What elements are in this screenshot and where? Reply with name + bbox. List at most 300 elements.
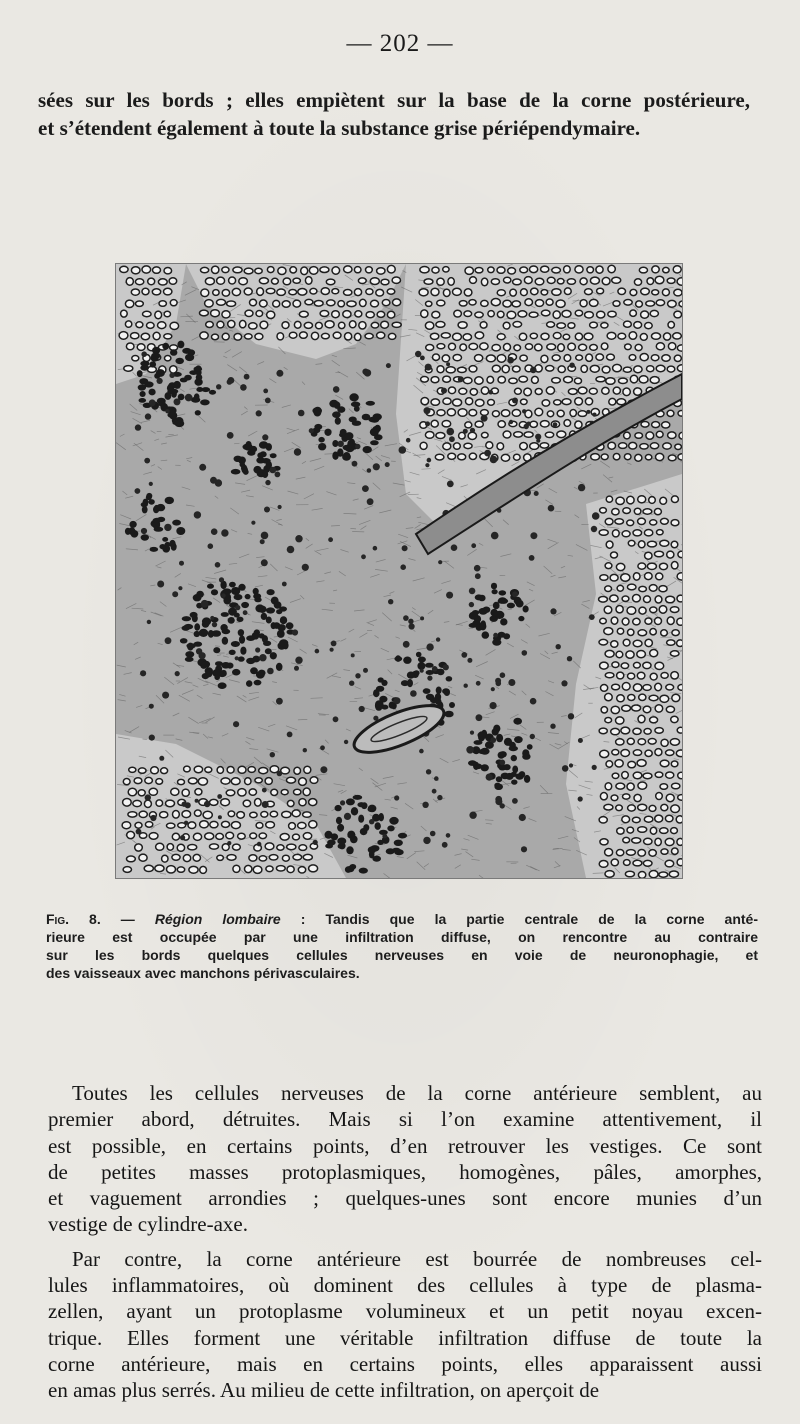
fiber-ring [128,788,136,796]
cell-nucleus [432,666,438,672]
cell-nucleus [171,543,177,551]
fiber-ring [381,279,389,285]
cell-nucleus [141,502,148,507]
cell-nucleus [385,462,390,467]
fiber-ring [298,289,307,296]
cell-nucleus [373,463,380,470]
cell-nucleus [194,393,200,400]
cell-nucleus [490,737,496,743]
fiber-ring [672,630,679,636]
cell-nucleus [196,374,203,381]
fiber-ring [231,822,240,829]
fiber-ring [656,300,664,306]
fiber-ring [132,356,139,361]
fiber-ring [530,443,539,450]
cell-nucleus [267,589,275,595]
fiber-ring [203,811,212,818]
fiber-ring [338,301,345,307]
fiber-ring [660,563,668,569]
cell-nucleus [347,866,355,872]
fiber-ring [616,805,623,811]
body-line: corne antérieure, mais en certains points, elles apparaissent aussi [48,1351,762,1376]
cell-nucleus [482,631,490,638]
fiber-ring [673,266,681,273]
cell-nucleus [240,384,247,391]
cell-nucleus [367,498,374,505]
fiber-ring [611,641,618,648]
cell-nucleus [444,711,453,718]
cell-nucleus [496,734,503,742]
cell-nucleus [165,409,169,413]
fiber-ring [667,278,675,283]
cell-nucleus [427,676,432,681]
fiber-ring [567,279,575,285]
fiber-ring [579,344,587,350]
fiber-ring [625,871,634,877]
fiber-ring [266,288,275,293]
fiber-ring [309,865,318,872]
fiber-ring [652,422,660,428]
fiber-ring [492,365,500,372]
cell-nucleus [447,428,455,436]
cell-nucleus [182,616,191,621]
fiber-ring [646,432,654,439]
cell-nucleus [244,374,250,380]
fiber-ring [677,618,682,625]
fiber-ring [245,865,252,872]
cell-nucleus [449,436,455,442]
fiber-ring [638,630,647,636]
fiber-ring [667,617,674,625]
fiber-ring [613,364,622,371]
fiber-ring [159,301,166,307]
fiber-ring [605,849,613,856]
cell-nucleus [432,789,437,794]
fiber-ring [616,783,625,789]
cell-nucleus [221,593,225,597]
fiber-ring [463,377,472,383]
cell-nucleus [567,656,572,661]
fiber-ring [138,768,146,773]
fiber-ring [607,354,615,360]
fiber-ring [151,767,159,774]
fiber-ring [458,409,467,417]
cell-nucleus [195,410,201,415]
fiber-ring [358,278,366,284]
fiber-ring [488,400,495,406]
fiber-ring [165,356,171,361]
fiber-ring [677,595,682,602]
fiber-ring [475,332,484,339]
fiber-ring [249,855,257,861]
fiber-ring [627,607,636,615]
cell-nucleus [512,398,518,404]
fiber-ring [628,761,636,767]
fiber-ring [497,443,504,450]
fiber-ring [556,300,565,307]
fiber-ring [171,788,179,795]
cell-nucleus [125,528,131,535]
cell-nucleus [157,378,163,384]
fiber-ring [327,300,335,306]
fiber-ring [596,354,604,360]
fiber-ring [679,432,682,439]
fiber-ring [256,311,263,317]
cell-nucleus [360,828,368,835]
fiber-ring [617,628,623,634]
fiber-ring [248,767,255,773]
caption-first-rest: : Tandis que la partie centrale de la corne anté- [280,911,759,927]
cell-nucleus [164,524,171,531]
cell-nucleus [420,356,425,361]
fiber-ring [221,778,230,784]
fiber-ring [616,717,624,724]
fiber-ring [649,695,658,700]
fiber-ring [607,332,616,339]
fiber-ring [674,355,681,361]
fiber-ring [293,834,300,840]
fiber-ring [619,443,627,449]
fiber-ring [486,442,493,449]
fiber-ring [442,421,451,427]
fiber-ring [200,310,209,316]
fiber-ring [136,301,144,306]
cell-nucleus [150,361,157,367]
fiber-ring [635,344,642,350]
fiber-ring [601,454,608,460]
fiber-ring [158,322,166,329]
fiber-ring [464,289,472,296]
cell-nucleus [212,622,217,627]
cell-nucleus [425,421,430,426]
fiber-ring [641,311,649,318]
fiber-ring [633,860,642,866]
cell-nucleus [258,670,266,677]
cell-nucleus [251,521,255,525]
cell-nucleus [507,357,514,364]
fiber-ring [240,320,246,327]
fiber-ring [557,279,564,284]
cell-nucleus [340,800,345,805]
cell-nucleus [446,592,453,599]
fiber-ring [535,408,543,415]
fiber-ring [514,454,521,460]
cell-nucleus [196,387,203,392]
fiber-ring [668,432,676,439]
fiber-ring [459,301,467,306]
cell-nucleus [167,384,174,392]
cell-nucleus [135,424,141,430]
fiber-ring [672,694,680,701]
cell-nucleus [346,798,355,805]
fiber-ring [497,267,505,273]
fiber-ring [469,410,477,416]
fiber-ring [387,289,395,294]
cell-nucleus [211,589,218,595]
cell-nucleus [294,448,301,455]
fiber-ring [169,278,177,284]
cell-nucleus [185,354,194,361]
fiber-ring [458,322,467,329]
cell-nucleus [243,610,248,615]
cell-nucleus [245,594,251,599]
fiber-ring [546,366,554,372]
cell-nucleus [351,807,358,815]
fiber-ring [671,541,678,548]
fiber-stroke [331,526,340,527]
cell-nucleus [287,546,295,554]
fiber-ring [509,378,517,383]
cell-nucleus [135,488,141,494]
fiber-ring [201,289,209,297]
cell-nucleus [264,507,270,513]
fiber-ring [645,573,653,580]
cell-nucleus [227,379,233,385]
cell-nucleus [589,614,595,620]
cell-nucleus [260,451,267,457]
cell-nucleus [512,798,518,804]
fiber-ring [314,301,323,307]
fiber-ring [660,760,669,767]
fiber-ring [667,366,675,372]
fiber-ring [669,871,678,877]
fiber-ring [475,399,484,406]
cell-nucleus [165,637,172,644]
fiber-ring [326,279,335,285]
fiber-ring [349,321,356,328]
cell-nucleus [486,774,493,781]
fiber-ring [650,310,658,316]
cell-nucleus [320,745,325,750]
fiber-ring [205,833,214,840]
cell-nucleus [266,617,272,624]
fiber-ring [228,320,235,327]
fiber-ring [650,827,656,834]
fiber-ring [660,540,669,546]
fiber-ring [605,783,612,790]
fiber-ring [393,299,401,306]
cell-nucleus [331,641,337,647]
fiber-ring [576,355,583,360]
fiber-ring [492,411,499,417]
cell-nucleus [336,817,342,825]
fiber-ring [596,377,605,382]
cell-nucleus [239,635,245,643]
cell-nucleus [347,831,355,839]
fiber-ring [679,301,682,307]
fiber-ring [671,496,678,503]
fiber-ring [624,300,632,306]
fiber-ring [167,844,173,851]
cell-nucleus [147,620,151,624]
fiber-ring [437,300,445,306]
cell-nucleus [478,749,486,754]
fiber-ring [622,596,629,601]
fiber-ring [552,355,560,361]
cell-nucleus [261,532,269,540]
fiber-ring [629,332,637,340]
cell-nucleus [479,622,486,630]
cell-nucleus [207,584,214,589]
fiber-ring [655,815,663,822]
fiber-ring [524,432,533,437]
fiber-ring [624,860,631,866]
fiber-ring [289,332,297,338]
fiber-ring [436,322,445,328]
cell-nucleus [332,452,338,460]
body-line: Toutes les cellules nerveuses de la corne antérieure semblent, au [72,1081,762,1105]
fiber-ring [530,333,537,338]
fiber-ring [649,585,657,592]
fiber-ring [666,684,674,690]
fiber-ring [606,541,613,548]
fiber-ring [153,332,160,339]
fiber-ring [655,551,664,557]
fiber-ring [431,420,438,427]
fiber-ring [301,267,308,275]
cell-nucleus [148,499,154,505]
fiber-ring [510,289,517,296]
cell-nucleus [509,742,516,749]
cell-nucleus [507,603,515,609]
fiber-ring [507,311,516,318]
fiber-ring [421,398,429,405]
fiber-ring [156,843,164,850]
cell-nucleus [458,376,464,382]
fiber-ring [513,322,522,328]
cell-nucleus [265,480,270,485]
fiber-ring [205,278,214,285]
cell-nucleus [257,842,262,847]
cell-nucleus [335,805,342,811]
fiber-ring [371,300,379,307]
fiber-ring [321,288,329,295]
fiber-ring [608,265,615,272]
body-line: trique. Elles forment une véritable infiltration diffuse de toute la [48,1325,762,1350]
cell-nucleus [514,597,522,605]
fiber-ring [226,790,235,796]
fiber-ring [170,322,179,329]
fiber-ring [587,267,594,273]
cell-nucleus [414,670,420,675]
fiber-stroke [298,719,307,720]
fiber-ring [382,300,390,306]
cell-nucleus [278,505,282,509]
fiber-ring [634,508,641,514]
fiber-ring [585,398,592,405]
fiber-ring [233,267,242,273]
fiber-ring [612,684,620,690]
fiber-ring [677,278,682,285]
fiber-ring [366,289,373,295]
fiber-ring [644,530,652,536]
fiber-ring [426,345,434,351]
cell-nucleus [591,526,597,532]
fiber-ring [514,432,523,437]
fiber-ring [600,662,609,669]
cell-nucleus [490,609,498,617]
fiber-ring [570,410,576,417]
fiber-ring [475,268,483,273]
fiber-ring [530,421,537,427]
fiber-ring [210,799,218,805]
cell-nucleus [344,813,351,820]
fiber-ring [270,811,277,817]
fiber-ring [469,300,476,305]
fiber-ring [299,311,308,317]
fiber-ring [443,443,451,450]
cell-nucleus [524,775,530,783]
cell-nucleus [530,532,537,539]
cell-nucleus [208,543,214,549]
cell-nucleus [159,756,164,761]
fiber-ring [332,311,340,318]
cell-nucleus [426,769,431,774]
fiber-ring [470,277,477,284]
cell-nucleus [436,687,442,695]
cell-nucleus [231,469,241,475]
fiber-ring [584,333,593,340]
fiber-ring [222,821,230,827]
fiber-ring [443,267,449,272]
cell-nucleus [430,697,439,703]
cell-nucleus [227,841,231,845]
fiber-ring [464,443,472,448]
fiber-ring [546,387,554,394]
fiber-ring [617,672,624,679]
fiber-ring [443,289,450,296]
fiber-ring [498,421,505,428]
fiber-ring [299,845,307,851]
fiber-ring [127,831,135,838]
fiber-ring [643,773,652,779]
cell-nucleus [373,413,382,420]
cell-nucleus [202,621,209,627]
cell-nucleus [180,835,185,840]
fiber-ring [512,301,520,307]
fiber-ring [678,795,682,801]
fiber-ring [601,707,607,713]
body-line: vestige de cylindre-axe. [48,1212,248,1237]
cell-nucleus [578,738,583,743]
cell-nucleus [274,601,282,609]
fiber-ring [121,310,128,317]
fiber-ring [182,789,189,796]
fiber-ring [193,833,201,840]
fiber-ring [636,301,643,307]
body-text [48,1080,762,1404]
fiber-ring [139,811,147,817]
fiber-ring [359,322,366,329]
cell-nucleus [182,802,187,807]
fiber-ring [586,354,593,361]
fiber-ring [282,811,291,817]
cell-nucleus [262,801,269,808]
cell-nucleus [227,432,234,439]
fiber-ring [298,822,306,828]
cell-nucleus [261,559,268,566]
fiber-ring [554,400,561,405]
cell-nucleus [222,637,228,645]
fiber-ring [646,301,655,306]
fiber-ring [656,365,665,371]
fiber-ring [205,767,212,772]
cell-nucleus [262,470,268,478]
fiber-ring [173,811,180,819]
fiber-ring [243,800,250,807]
cell-nucleus [436,637,440,641]
fiber-ring [388,333,395,339]
